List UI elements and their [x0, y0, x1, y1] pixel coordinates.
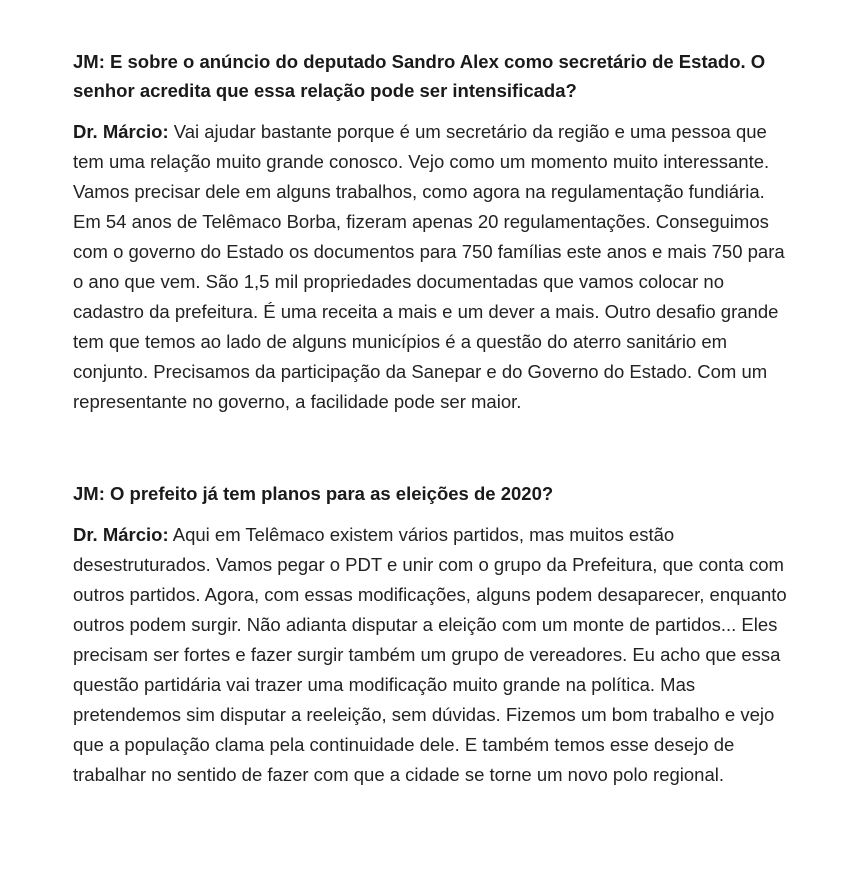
article-body: [73, 47, 789, 790]
answer-text: Vai ajudar bastante porque é um secretário da região e uma pessoa que tem uma relação muito grande conosco. Vejo como um momento muito interessante. Vamos precisar dele em alguns trabalhos, como agora na regulamentação fundiária. Em 54 anos de Telêmaco Borba, fizeram apenas 20 regulamentações. Conseguimos com o governo do Estado os documentos para 750 famílias este anos e mais 750 para o ano que vem. São 1,5 mil propriedades documentadas que vamos colocar no cadastro da prefeitura. É uma receita a mais e um dever a mais. Outro desafio grande tem que temos ao lado de alguns municípios é a questão do aterro sanitário em conjunto. Precisamos da participação da Sanepar e do Governo do Estado. Com um representante no governo, a facilidade pode ser maior.: [73, 121, 785, 412]
interview-answer: [73, 520, 789, 790]
interview-question: JM: E sobre o anúncio do deputado Sandro Alex como secretário de Estado. O senhor acredita que essa relação pode ser intensificada?: [73, 51, 766, 101]
speaker-label: Dr. Márcio:: [73, 524, 169, 545]
interview-question: JM: O prefeito já tem planos para as eleições de 2020?: [73, 483, 554, 504]
qa-block: [73, 479, 789, 790]
answer-text: Aqui em Telêmaco existem vários partidos, mas muitos estão desestruturados. Vamos pegar o PDT e unir com o grupo da Prefeitura, que conta com outros partidos. Agora, com essas modificações, alguns podem desaparecer, enquanto outros podem surgir. Não adianta disputar a eleição com um monte de partidos... Eles precisam ser fortes e fazer surgir também um grupo de vereadores. Eu acho que essa questão partidária vai trazer uma modificação muito grande na política. Mas pretendemos sim disputar a reeleição, sem dúvidas. Fizemos um bom trabalho e vejo que a população clama pela continuidade dele. E também temos esse desejo de trabalhar no sentido de fazer com que a cidade se torne um novo polo regional.: [73, 524, 787, 785]
interview-answer: [73, 117, 789, 417]
qa-block: [73, 47, 789, 417]
speaker-label: Dr. Márcio:: [73, 121, 169, 142]
